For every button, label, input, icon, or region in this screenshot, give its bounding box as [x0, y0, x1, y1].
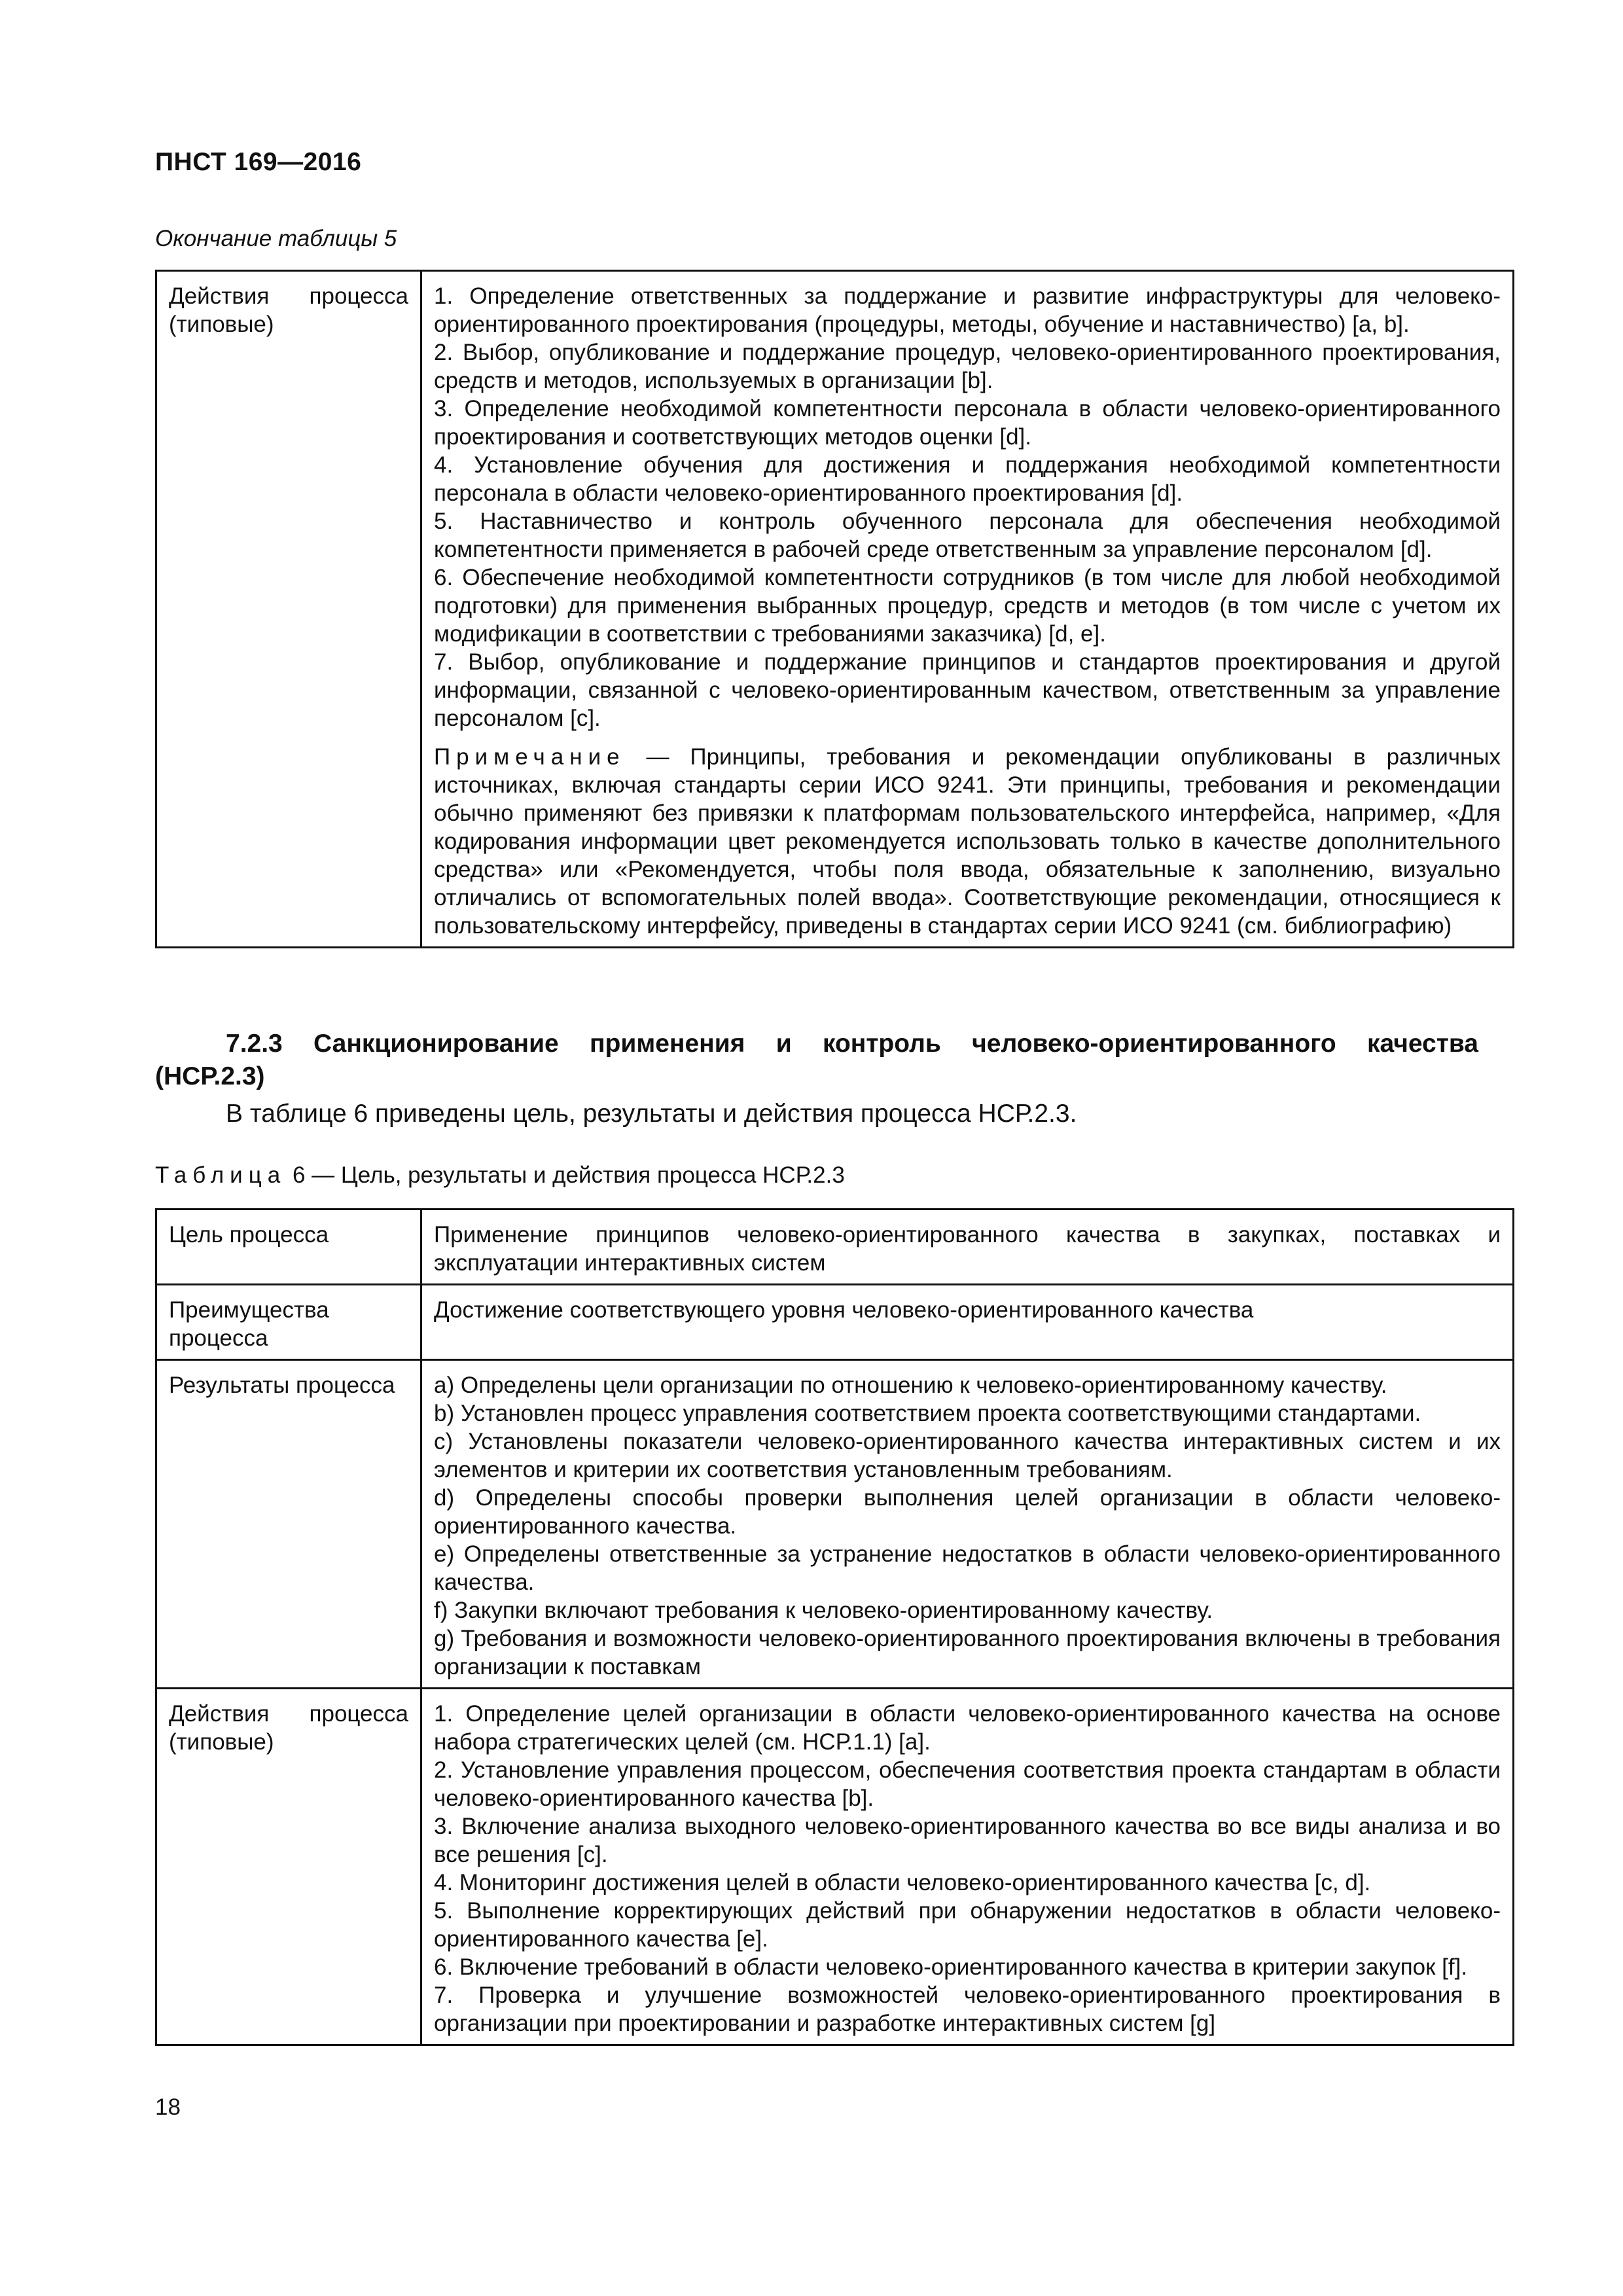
table6-caption-rest: 6 — Цель, результаты и действия процесса НСР.2.3	[286, 1162, 845, 1188]
table6-caption-word: Таблица	[155, 1162, 287, 1188]
list-item: Применение принципов человеко-ориентированного качества в закупках, поставках и эксплуатации интерактивных систем	[434, 1222, 1501, 1276]
table6-row-content	[421, 1689, 1514, 2045]
section-intro: В таблице 6 приведены цель, результаты и действия процесса НСР.2.3.	[226, 1100, 1077, 1128]
list-item: d) Определены способы проверки выполнения целей организации в области человеко-ориентированного качества.	[434, 1485, 1501, 1539]
list-item: e) Определены ответственные за устранение недостатков в области человеко-ориентированного качества.	[434, 1541, 1501, 1595]
note-label: Примечание	[434, 744, 626, 770]
list-item: f) Закупки включают требования к человеко-ориентированному качеству.	[434, 1598, 1213, 1623]
list-item: 1. Определение целей организации в области человеко-ориентированного качества на основе набора стратегических целей (см. НСР.1.1) [a].	[434, 1701, 1501, 1755]
list-item: 6. Включение требований в области человеко-ориентированного качества в критерии закупок [f].	[434, 1954, 1468, 1980]
table5	[155, 270, 1514, 948]
list-item: a) Определены цели организации по отношению к человеко-ориентированному качеству.	[434, 1372, 1387, 1398]
list-item: 3. Определение необходимой компетентности персонала в области человеко-ориентированного проектирования и соответствующих методов оценки [d].	[434, 396, 1501, 450]
list-item: 6. Обеспечение необходимой компетентности сотрудников (в том числе для любой необходимой подготовки) для применения выбранных процедур, средств и методов (в том числе с учетом их модификации в соответствии с требованиями заказчика) [d, e].	[434, 565, 1501, 647]
list-item: 2. Выбор, опубликование и поддержание процедур, человеко-ориентированного проектирования, средств и методов, используемых в организации [b].	[434, 340, 1501, 393]
table6-row-content	[421, 1210, 1514, 1285]
list-item: 7. Выбор, опубликование и поддержание принципов и стандартов проектирования и другой информации, связанной с человеко-ориентированным качеством, ответственным за управление персоналом [c].	[434, 649, 1501, 731]
list-item: 3. Включение анализа выходного человеко-ориентированного качества во все виды анализа и во все решения [c].	[434, 1814, 1501, 1867]
table-row	[156, 1285, 1514, 1360]
table5-row-label: Действия процесса (типовые)	[156, 271, 421, 948]
section-heading-line2: (НСР.2.3)	[155, 1062, 265, 1090]
page-number: 18	[155, 2094, 181, 2120]
list-item: Достижение соответствующего уровня человеко-ориентированного качества	[434, 1297, 1254, 1323]
table6-row-label: Цель процесса	[156, 1210, 421, 1285]
table5-caption: Окончание таблицы 5	[155, 226, 397, 251]
list-item: 7. Проверка и улучшение возможностей человеко-ориентированного проектирования в организации при проектировании и разработке интерактивных систем [g]	[434, 1982, 1501, 2036]
list-item: g) Требования и возможности человеко-ориентированного проектирования включены в требования организации к поставкам	[434, 1626, 1501, 1679]
list-item: 2. Установление управления процессом, обеспечения соответствия проекта стандартам в области человеко-ориентированного качества [b].	[434, 1757, 1501, 1811]
table6-row-content	[421, 1285, 1514, 1360]
table5-row-content	[421, 271, 1514, 948]
list-item: c) Установлены показатели человеко-ориентированного качества интерактивных систем и их элементов и критерии их соответствия установленным требованиям.	[434, 1429, 1501, 1482]
table-row	[156, 1689, 1514, 2045]
table5-note	[434, 743, 1501, 940]
section-heading	[155, 1028, 1478, 1093]
table6-row-label: Действия процесса (типовые)	[156, 1689, 421, 2045]
table-row	[156, 1360, 1514, 1689]
table6-caption	[155, 1162, 845, 1189]
list-item: 4. Установление обучения для достижения и поддержания необходимой компетентности персонала в области человеко-ориентированного проектирования [d].	[434, 452, 1501, 506]
list-item: 5. Выполнение корректирующих действий при обнаружении недостатков в области человеко-ориентированного качества [e].	[434, 1898, 1501, 1952]
table-row	[156, 1210, 1514, 1285]
list-item: 4. Мониторинг достижения целей в области человеко-ориентированного качества [c, d].	[434, 1870, 1371, 1895]
table6-row-label: Преимущества процесса	[156, 1285, 421, 1360]
list-item: 5. Наставничество и контроль обученного персонала для обеспечения необходимой компетентности применяется в рабочей среде ответственным за управление персоналом [d].	[434, 509, 1501, 562]
note-text: — Принципы, требования и рекомендации опубликованы в различных источниках, включая стандарты серии ИСО 9241. Эти принципы, требования и рекомендации обычно применяют без привязки к платформам пользовательского интерфейса, например, «Для кодирования информации цвет рекомендуется использовать только в качестве дополнительного средства» или «Рекомендуется, чтобы поля ввода, обязательные к заполнению, визуально отличались от вспомогательных полей ввода». Соответствующие рекомендации, относящиеся к пользовательскому интерфейсу, приведены в стандартах серии ИСО 9241 (см. библиографию)	[434, 744, 1501, 939]
table6	[155, 1208, 1514, 2046]
table-row	[156, 271, 1514, 948]
document-header: ПНСТ 169—2016	[155, 148, 362, 176]
list-item: 1. Определение ответственных за поддержание и развитие инфраструктуры для человеко-ориентированного проектирования (процедуры, методы, обучение и наставничество) [a, b].	[434, 283, 1501, 337]
list-item: b) Установлен процесс управления соответствием проекта соответствующими стандартами.	[434, 1401, 1421, 1426]
table6-row-label: Результаты процесса	[156, 1360, 421, 1689]
section-heading-line1: 7.2.3 Санкционирование применения и контроль человеко-ориентированного качества	[226, 1030, 1478, 1058]
table6-row-content	[421, 1360, 1514, 1689]
